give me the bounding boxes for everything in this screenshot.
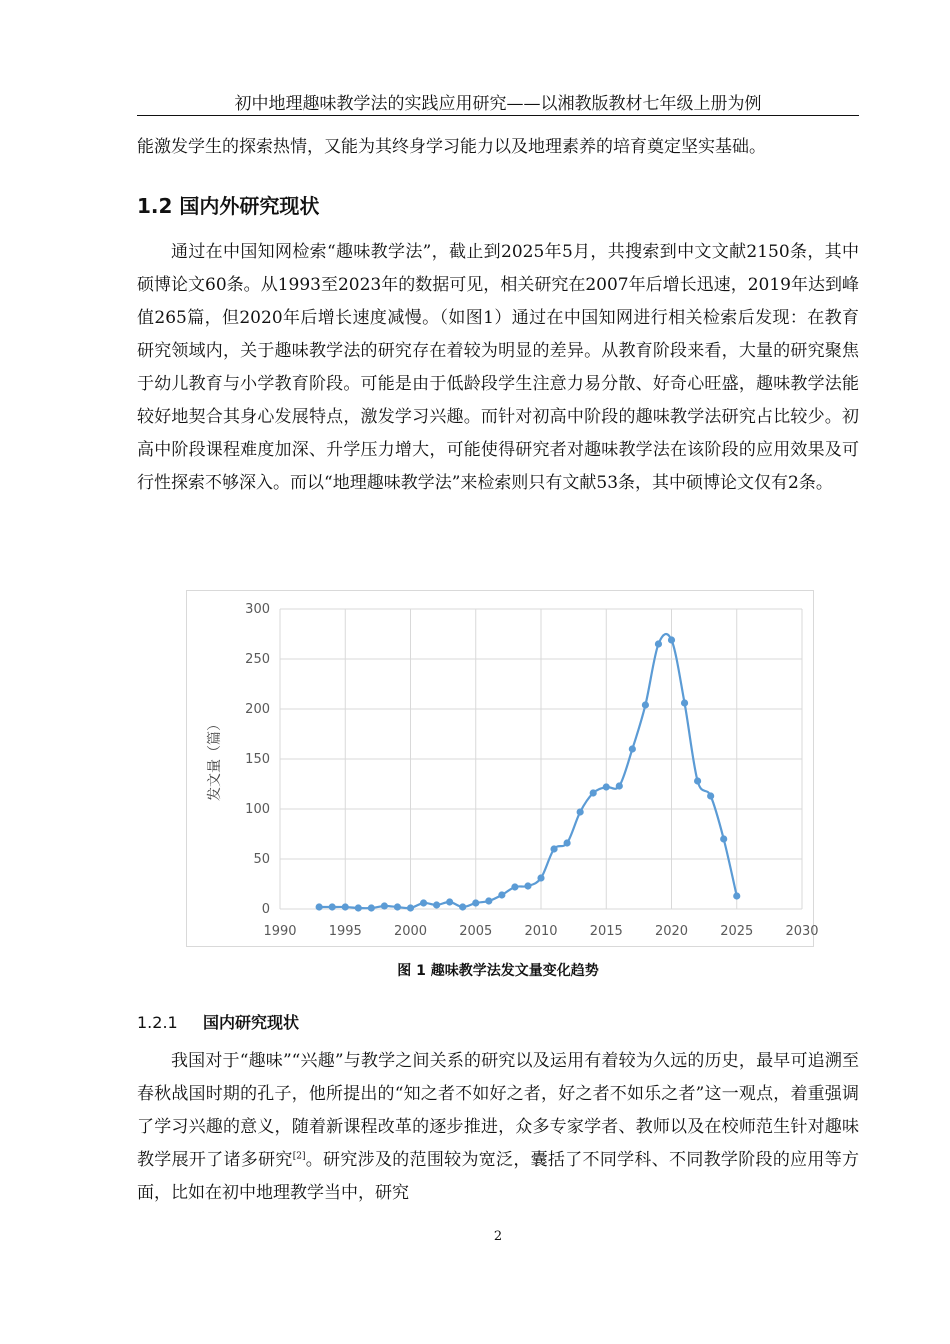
data-point-1997 bbox=[368, 904, 375, 911]
y-tick-label-1: 50 bbox=[253, 852, 270, 867]
paragraph-text-start: 我国对于“趣味”“兴趣”与教学之间关系的研究以及运用有着较为久远的历史，最早可追溯至春秋战国时期的孔子，他所提出的“知之者不如好之者，好之者不如乐之者”这一观点，着重强调了学习兴趣的意义，随着新课程改革的逐步推进，众多专家学者、教师以及在校师范生针对趣味教学展开了诸多研究 bbox=[137, 1051, 859, 1170]
data-point-1995 bbox=[342, 903, 349, 910]
data-point-2018 bbox=[642, 701, 649, 708]
data-point-2024 bbox=[720, 835, 727, 842]
y-tick-label-4: 200 bbox=[245, 702, 270, 717]
y-tick-label-2: 100 bbox=[245, 802, 270, 817]
data-point-2020 bbox=[668, 636, 675, 643]
y-axis-label: 发文量（篇） bbox=[207, 717, 223, 801]
data-point-2005 bbox=[472, 899, 479, 906]
data-point-2009 bbox=[524, 882, 531, 889]
data-point-2021 bbox=[681, 699, 688, 706]
data-point-2010 bbox=[537, 874, 544, 881]
paragraph-continuation: 能激发学生的探索热情，又能为其终身学习能力以及地理素养的培育奠定坚实基础。 bbox=[137, 137, 766, 157]
data-point-2000 bbox=[407, 904, 414, 911]
page-number: 2 bbox=[493, 1229, 503, 1244]
data-point-2015 bbox=[603, 783, 610, 790]
data-point-2004 bbox=[459, 903, 466, 910]
data-point-2011 bbox=[550, 845, 557, 852]
subsection-title: 国内研究现状 bbox=[203, 1013, 300, 1032]
data-point-2012 bbox=[564, 839, 571, 846]
x-tick-label-8: 2030 bbox=[785, 924, 819, 939]
y-tick-label-5: 250 bbox=[245, 652, 270, 667]
paragraph-research-status: 通过在中国知网检索“趣味教学法”，截止到2025年5月，共搜索到中文文献2150条，其中硕博论文60条。从1993至2023年的数据可见，相关研究在2007年后增长迅速，2019年达到峰值265篇，但2020年后增长速度减慢。（如图1）通过在中国知网进行相关检索后发现：在教育研究领域内，关于趣味教学法的研究存在着较为明显的差异。从教育阶段来看，大量的研究聚焦于幼儿教育与小学教育阶段。可能是由于低龄段学生注意力易分散、好奇心旺盛，趣味教学法能较好地契合其身心发展特点，激发学习兴趣。而针对初高中阶段的趣味教学法研究占比较少。初高中阶段课程难度加深、升学压力增大，可能使得研究者对趣味教学法在该阶段的应用效果及可行性探索不够深入。而以“地理趣味教学法”来检索则只有文献53条，其中硕博论文仅有2条。 bbox=[137, 242, 859, 493]
section-heading: 1.2 国内外研究现状 bbox=[137, 194, 320, 218]
data-point-2008 bbox=[511, 883, 518, 890]
data-point-2025 bbox=[733, 892, 740, 899]
data-point-2016 bbox=[616, 782, 623, 789]
series-line bbox=[319, 634, 737, 908]
figure-caption: 图 1 趣味教学法发文量变化趋势 bbox=[397, 963, 599, 979]
data-point-1994 bbox=[329, 903, 336, 910]
data-point-2002 bbox=[433, 901, 440, 908]
data-point-1999 bbox=[394, 903, 401, 910]
data-point-1996 bbox=[355, 904, 362, 911]
x-tick-label-1: 1995 bbox=[328, 924, 362, 939]
x-tick-label-6: 2020 bbox=[654, 924, 689, 939]
x-tick-label-3: 2005 bbox=[459, 924, 493, 939]
x-tick-label-7: 2025 bbox=[720, 924, 754, 939]
citation-ref[interactable]: [2] bbox=[292, 1151, 306, 1162]
data-point-2003 bbox=[446, 898, 453, 905]
chart-svg bbox=[187, 591, 819, 946]
data-point-2017 bbox=[629, 745, 636, 752]
x-tick-label-5: 2015 bbox=[589, 924, 623, 939]
x-tick-label-0: 1990 bbox=[263, 924, 297, 939]
subsection-number: 1.2.1 bbox=[137, 1013, 178, 1032]
data-point-2022 bbox=[694, 777, 701, 784]
data-point-2023 bbox=[707, 792, 714, 799]
data-point-2013 bbox=[577, 808, 584, 815]
data-point-2006 bbox=[485, 897, 492, 904]
running-header: 初中地理趣味教学法的实践应用研究——以湘教版教材七年级上册为例 bbox=[234, 94, 762, 114]
x-tick-label-2: 2000 bbox=[393, 924, 428, 939]
paragraph-text-end: 。研究涉及的范围较为宽泛，囊括了不同学科、不同教学阶段的应用等方面，比如在初中地理教学当中，研究 bbox=[137, 1150, 860, 1203]
y-tick-label-3: 150 bbox=[245, 752, 270, 767]
header-rule bbox=[137, 115, 859, 116]
data-point-1993 bbox=[316, 903, 323, 910]
data-point-2007 bbox=[498, 891, 505, 898]
figure-chart bbox=[186, 590, 819, 947]
data-point-2019 bbox=[655, 640, 662, 647]
subsection-heading bbox=[137, 1010, 299, 1033]
y-tick-label-6: 300 bbox=[245, 602, 270, 617]
paragraph-domestic-research bbox=[137, 1045, 859, 1210]
data-point-2014 bbox=[590, 789, 597, 796]
data-point-1998 bbox=[381, 902, 388, 909]
data-point-2001 bbox=[420, 899, 427, 906]
y-tick-label-0: 0 bbox=[261, 902, 270, 917]
x-tick-label-4: 2010 bbox=[524, 924, 558, 939]
